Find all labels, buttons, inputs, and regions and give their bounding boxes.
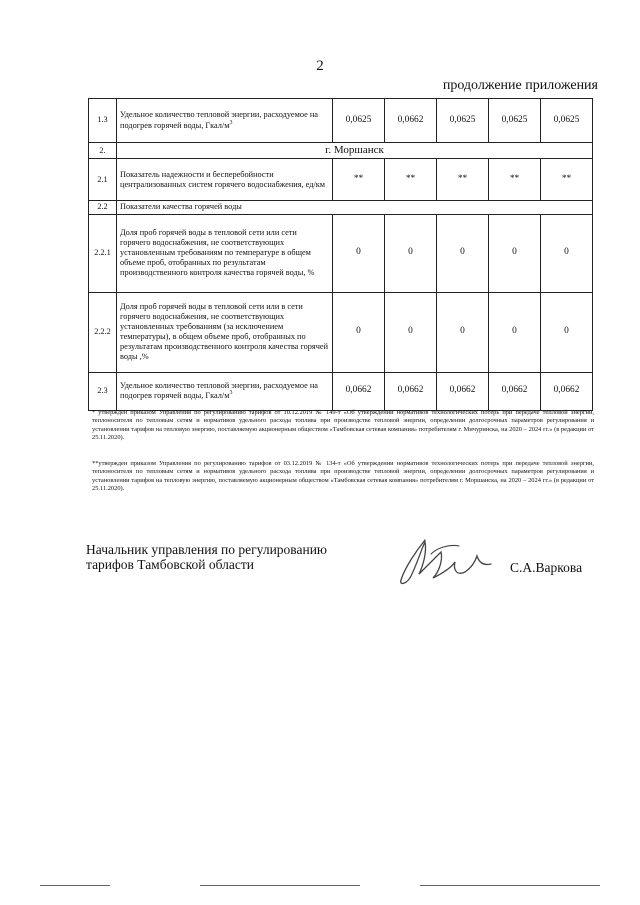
footnote-1: * утвержден приказом Управления по регулированию тарифов от 10.12.2019 № 149-т «Об утверждении нормативов технологических потерь при передаче тепловой энергии, теплоносителя по тепловым сетям и нормативов удельного расхода топлива при производстве тепловой энергии, определении долгосрочных параметров регулирования и установлении тарифов на тепловую энергию, поставляемую акционерным обществом «Тамбовская сетевая компания» потребителям г. Мичуринска, на 2020 – 2024 гг.» (в редакции от 25.11.2020).	[92, 409, 594, 441]
indicator-label: Доля проб горячей воды в тепловой сети или сети горячего водоснабжения, не соответствующих установленным требованиям по температуре в общем объеме проб, отобранных по результатам производственного контроля качества горячей воды, %	[117, 214, 333, 292]
table-row	[89, 292, 593, 372]
city-heading: г. Моршанск	[117, 143, 593, 159]
indicator-value: 0	[385, 292, 437, 372]
table-row	[89, 159, 593, 201]
signatory-name: С.А.Варкова	[510, 560, 583, 575]
signatory-title-line-2: тарифов Тамбовской области	[86, 556, 254, 572]
handwritten-signature	[395, 532, 505, 592]
indicator-value: 0,0662	[541, 372, 593, 410]
row-number: 2.2.2	[89, 292, 117, 372]
page-number: 2	[316, 58, 324, 74]
indicator-value: **	[437, 159, 489, 201]
indicator-value: 0	[333, 214, 385, 292]
row-number: 2.1	[89, 159, 117, 201]
table-row	[89, 372, 593, 410]
section-heading: Показатели качества горячей воды	[117, 201, 593, 214]
row-number: 2.	[89, 143, 117, 159]
indicator-value: 0	[541, 214, 593, 292]
indicator-label: Показатель надежности и бесперебойности централизованных систем горячего водоснабжения, ед/км	[117, 159, 333, 201]
signatory-title-line-1: Начальник управления по регулированию	[86, 542, 328, 557]
scan-edge-mark	[200, 885, 360, 886]
indicator-value: 0,0625	[541, 99, 593, 143]
indicator-value: 0,0662	[385, 99, 437, 143]
row-number: 2.2.1	[89, 214, 117, 292]
indicator-value: 0	[489, 292, 541, 372]
indicator-value: **	[489, 159, 541, 201]
signatory-title	[86, 543, 327, 573]
indicator-value: 0,0662	[437, 372, 489, 410]
indicator-value: 0,0662	[333, 372, 385, 410]
indicator-value: 0,0625	[333, 99, 385, 143]
indicators-table	[88, 98, 593, 411]
row-number: 1.3	[89, 99, 117, 143]
table-row	[89, 201, 593, 214]
indicator-value: 0	[333, 292, 385, 372]
indicator-value: **	[385, 159, 437, 201]
scan-edge-mark	[40, 885, 110, 886]
indicator-value: 0,0662	[385, 372, 437, 410]
indicator-value: **	[333, 159, 385, 201]
indicator-value: 0	[489, 214, 541, 292]
indicator-value: 0	[437, 292, 489, 372]
indicator-value: 0,0625	[489, 99, 541, 143]
scan-edge-mark	[420, 885, 600, 886]
indicator-label: Удельное количество тепловой энергии, расходуемое на подогрев горячей воды, Гкал/$м^3$	[117, 99, 333, 143]
continuation-heading: продолжение приложения	[442, 78, 598, 93]
indicator-value: 0,0662	[489, 372, 541, 410]
indicator-value: 0	[437, 214, 489, 292]
table-row	[89, 214, 593, 292]
indicator-value: **	[541, 159, 593, 201]
indicator-label: Удельное количество тепловой энергии, расходуемое на подогрев горячей воды, Гкал/$м^3$	[117, 372, 333, 410]
table-row	[89, 143, 593, 159]
row-number: 2.3	[89, 372, 117, 410]
indicator-label: Доля проб горячей воды в тепловой сети или в сети горячего водоснабжения, не соответствующих установленных требованиям (за исключением температуры), в общем объеме проб, отобранных по результатам производственного контроля качества горячей воды ,%	[117, 292, 333, 372]
footnote-2: **утвержден приказом Управления по регулированию тарифов от 03.12.2019 № 134-т «Об утверждении нормативов технологических потерь при передаче тепловой энергии, теплоносителя по тепловым сетям и нормативов удельного расхода топлива при производстве тепловой энергии, определении долгосрочных параметров регулирования и установлении тарифов на тепловую энергию, поставляемую акционерным обществом «Тамбовская сетевая компания» потребителям г. Моршанска, на 2020 – 2024 гг.» (в редакции от 25.11.2020).	[92, 460, 594, 492]
indicator-value: 0,0625	[437, 99, 489, 143]
indicator-value: 0	[385, 214, 437, 292]
indicator-value: 0	[541, 292, 593, 372]
row-number: 2.2	[89, 201, 117, 214]
table-row	[89, 99, 593, 143]
